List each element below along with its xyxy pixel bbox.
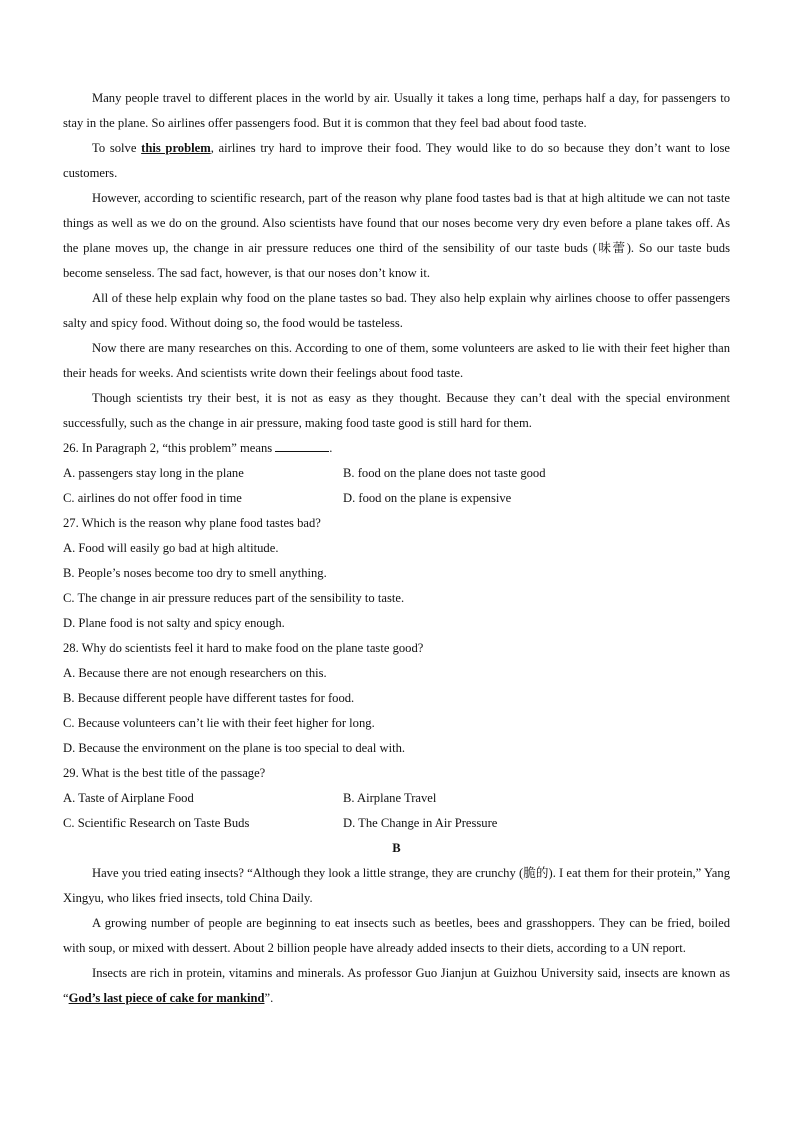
p2-prefix: To solve xyxy=(92,141,142,155)
passage-a-paragraph-4: All of these help explain why food on the plane tastes so bad. They also help explain why airlines choose to offer passengers salty and spicy food. Without doing so, the food would be tasteless. xyxy=(63,291,730,330)
q26-option-b: B. food on the plane does not taste good xyxy=(343,466,546,480)
this-problem-phrase: this problem xyxy=(141,141,211,155)
q28-option-c: C. Because volunteers can’t lie with their feet higher for long. xyxy=(63,716,375,730)
exam-page xyxy=(63,86,730,1011)
passage-a-paragraph-6: Though scientists try their best, it is not as easy as they thought. Because they can’t deal with the special environment successfully, such as the change in air pressure, making food taste good is still hard for them. xyxy=(63,391,730,430)
q27-option-a: A. Food will easily go bad at high altitude. xyxy=(63,541,279,555)
p3-suffix: ”. xyxy=(264,991,274,1005)
question-29-options-row-1 xyxy=(63,786,730,811)
gods-cake-phrase: God’s last piece of cake for mankind xyxy=(68,991,265,1005)
question-26-options-row-2 xyxy=(63,486,730,511)
q29-option-d: D. The Change in Air Pressure xyxy=(343,816,498,830)
q29-option-b: B. Airplane Travel xyxy=(343,791,437,805)
q26-option-a: A. passengers stay long in the plane xyxy=(63,466,244,480)
q26-stem-text: 26. In Paragraph 2, “this problem” means xyxy=(63,441,273,455)
q27-option-b: B. People’s noses become too dry to smell anything. xyxy=(63,566,327,580)
passage-a-paragraph-2 xyxy=(63,136,730,186)
q28-option-a: A. Because there are not enough researchers on this. xyxy=(63,666,327,680)
q26-option-c: C. airlines do not offer food in time xyxy=(63,491,242,505)
q27-option-d: D. Plane food is not salty and spicy enough. xyxy=(63,616,285,630)
passage-b-paragraph-1: Have you tried eating insects? “Although they look a little strange, they are crunchy (脆的). I eat them for their protein,” Yang Xingyu, who likes fried insects, told China Daily. xyxy=(63,866,730,905)
section-b-heading: B xyxy=(392,841,401,855)
question-27-stem: 27. Which is the reason why plane food tastes bad? xyxy=(63,516,321,530)
passage-a-paragraph-1: Many people travel to different places in the world by air. Usually it takes a long time, perhaps half a day, for passengers to stay in the plane. So airlines offer passengers food. But it is common that they feel bad about food taste. xyxy=(63,91,730,130)
answer-blank xyxy=(275,439,329,452)
q28-option-d: D. Because the environment on the plane is too special to deal with. xyxy=(63,741,406,755)
q27-option-c: C. The change in air pressure reduces part of the sensibility to taste. xyxy=(63,591,405,605)
passage-a-paragraph-5: Now there are many researches on this. According to one of them, some volunteers are asked to lie with their feet higher than their heads for weeks. And scientists write down their feelings about food taste. xyxy=(63,341,730,380)
q29-option-c: C. Scientific Research on Taste Buds xyxy=(63,816,250,830)
q26-stem-end: . xyxy=(329,441,333,455)
question-29-options-row-2 xyxy=(63,811,730,836)
q29-option-a: A. Taste of Airplane Food xyxy=(63,791,194,805)
passage-b-paragraph-2: A growing number of people are beginning to eat insects such as beetles, bees and grasshoppers. They can be fried, boiled with soup, or mixed with dessert. About 2 billion people have already added insects to their diets, according to a UN report. xyxy=(63,916,730,955)
question-28-stem: 28. Why do scientists feel it hard to make food on the plane taste good? xyxy=(63,641,424,655)
question-26-stem xyxy=(63,436,730,461)
question-26-options-row-1 xyxy=(63,461,730,486)
q26-option-d: D. food on the plane is expensive xyxy=(343,491,512,505)
q28-option-b: B. Because different people have different tastes for food. xyxy=(63,691,355,705)
p2-suffix: , airlines try hard to improve their food. They would like to do so because they don’t want to lose customers. xyxy=(63,141,730,180)
p3-prefix: Insects are rich in protein, vitamins and minerals. As professor Guo Jianjun at Guizhou University said, insects are known as “ xyxy=(63,966,730,1005)
passage-b-paragraph-3 xyxy=(63,961,730,1011)
question-29-stem: 29. What is the best title of the passage? xyxy=(63,766,266,780)
passage-a-paragraph-3: However, according to scientific research, part of the reason why plane food tastes bad is that at high altitude we can not taste things as well as we do on the ground. Also scientists have found that our noses become very dry even before a plane takes off. As the plane moves up, the change in air pressure reduces one third of the sensibility of our taste buds (味蕾). So our taste buds become senseless. The sad fact, however, is that our noses don’t know it. xyxy=(63,191,730,280)
